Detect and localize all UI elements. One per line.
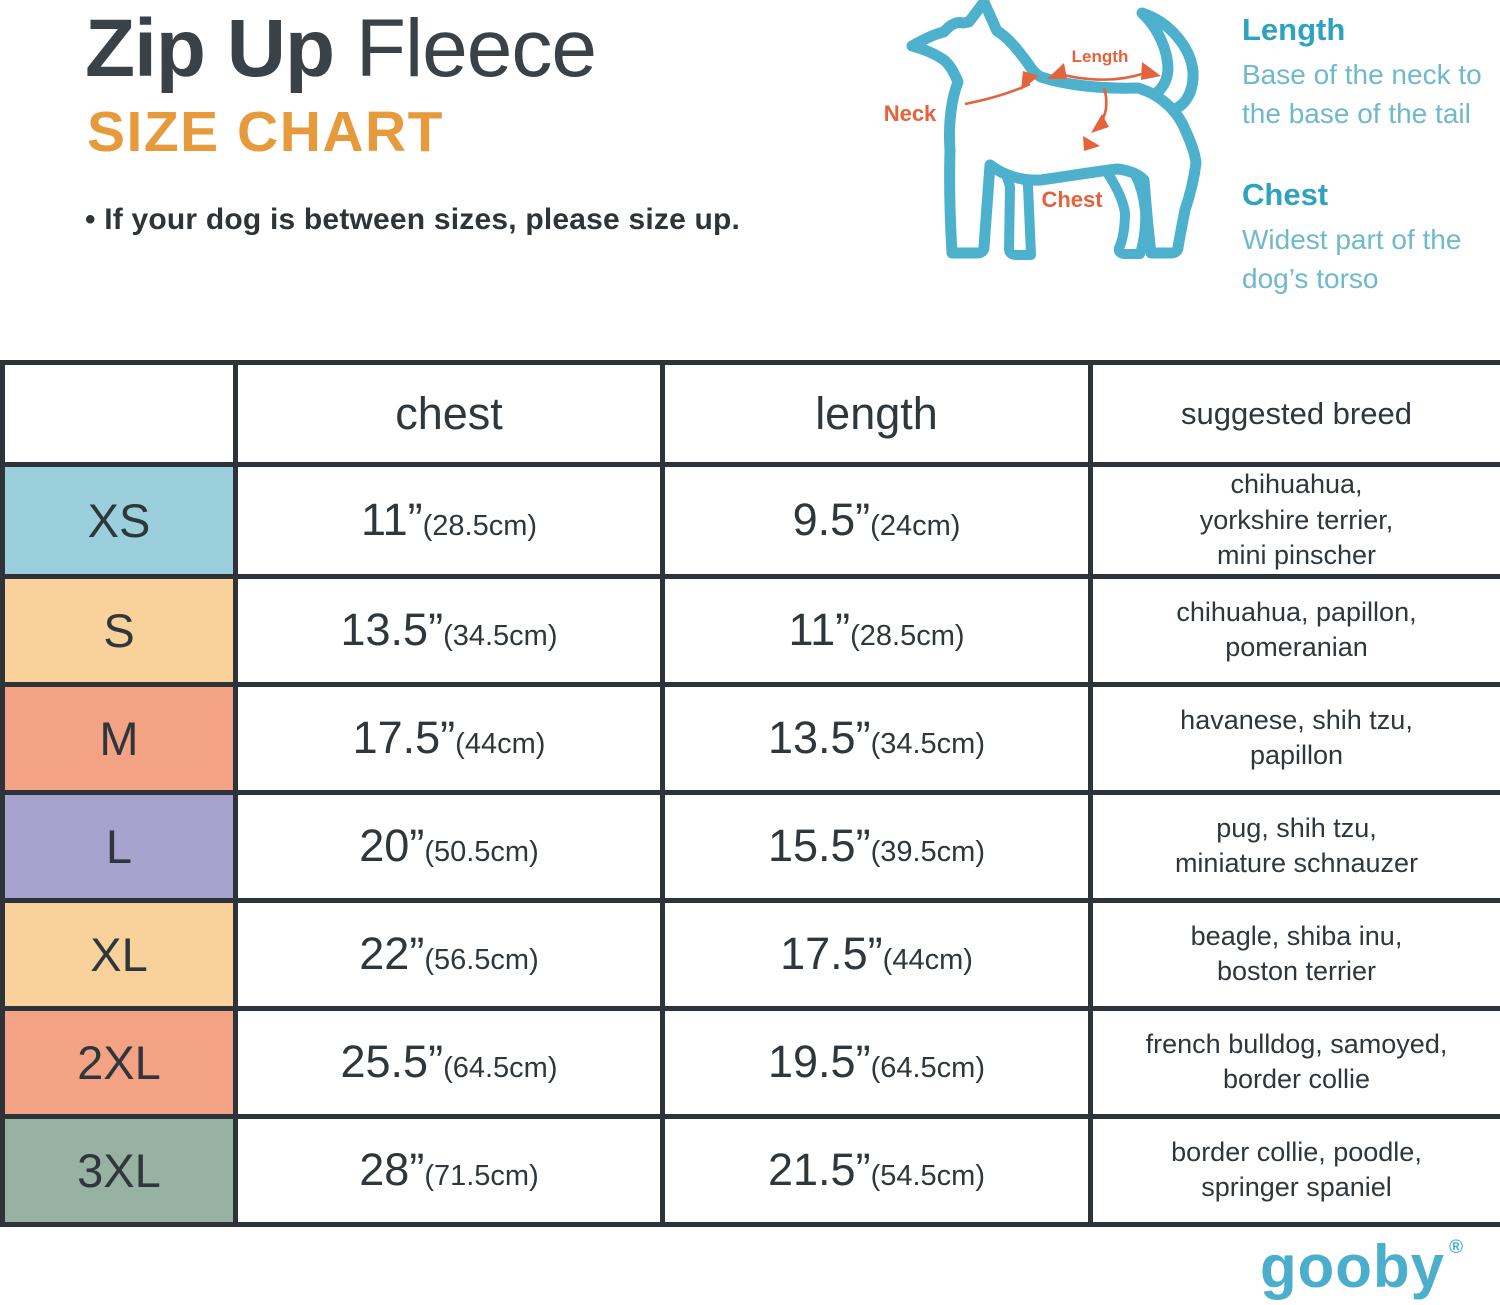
table-row — [3, 1008, 1500, 1116]
measurement-legend — [1242, 12, 1500, 343]
legend-length-title: Length — [1242, 12, 1346, 47]
chest-label: Chest — [1041, 187, 1103, 212]
sizing-note: • If your dog is between sizes, please size up. — [85, 203, 741, 237]
length-inches-value: 15.5” — [768, 820, 871, 872]
length-inches-value: 19.5” — [768, 1036, 871, 1088]
length-cm-value: (64.5cm) — [870, 1052, 985, 1085]
length-cell — [663, 1008, 1091, 1116]
breed-line: havanese, shih tzu, — [1180, 704, 1413, 735]
table-row — [3, 576, 1500, 684]
table-row — [3, 900, 1500, 1008]
brand-logo — [1260, 1232, 1463, 1301]
size-cell: 2XL — [3, 1008, 236, 1116]
size-cell: S — [3, 576, 236, 684]
breed-line: french bulldog, samoyed, — [1145, 1028, 1448, 1059]
breed-cell — [1091, 900, 1500, 1008]
chest-cm-value: (50.5cm) — [424, 836, 539, 869]
breed-line: border collie, poodle, — [1171, 1136, 1422, 1167]
breed-cell — [1091, 792, 1500, 900]
legend-length-description: Base of the neck to the base of the tail — [1242, 59, 1482, 129]
chest-cell — [236, 792, 663, 900]
header-chest: chest — [236, 363, 663, 465]
chest-inches-value: 13.5” — [340, 604, 444, 656]
size-cell: 3XL — [3, 1116, 236, 1224]
breed-cell — [1091, 465, 1500, 577]
breed-line: papillon — [1249, 740, 1344, 771]
product-name-bold: Zip Up — [85, 3, 335, 94]
breed-line: border collie — [1222, 1064, 1371, 1095]
breed-cell — [1091, 1008, 1500, 1116]
registered-trademark-icon: ® — [1448, 1237, 1463, 1258]
breed-line: chihuahua, papillon, — [1176, 596, 1417, 627]
chest-inches-value: 20” — [359, 820, 425, 872]
chest-cell — [236, 1116, 663, 1224]
breed-line: pomeranian — [1225, 632, 1368, 663]
length-label: Length — [1071, 47, 1129, 66]
size-cell: M — [3, 684, 236, 792]
length-cell — [663, 684, 1091, 792]
chest-cm-value: (34.5cm) — [443, 620, 558, 653]
table-row — [3, 1116, 1500, 1224]
size-cell: L — [3, 792, 236, 900]
length-cm-value: (28.5cm) — [850, 620, 965, 653]
chest-cell — [236, 1008, 663, 1116]
dog-measurement-diagram — [855, 0, 1235, 300]
chest-cm-value: (56.5cm) — [424, 944, 539, 977]
table-row — [3, 465, 1500, 577]
dog-body-outline — [912, 2, 1196, 253]
chest-inches-value: 17.5” — [352, 712, 456, 764]
length-arrowhead-right — [1141, 62, 1161, 80]
size-cell: XL — [3, 900, 236, 1008]
chest-cm-value: (44cm) — [455, 728, 546, 761]
size-table-head — [3, 363, 1500, 465]
chest-inches-value: 11” — [360, 494, 423, 546]
header-suggested-breed: suggested breed — [1091, 363, 1500, 465]
header-length: length — [663, 363, 1091, 465]
length-inches-value: 21.5” — [768, 1144, 871, 1196]
length-cell — [663, 576, 1091, 684]
length-cell — [663, 465, 1091, 577]
breed-line: chihuahua, — [1230, 469, 1363, 499]
length-inches-value: 17.5” — [780, 928, 883, 980]
legend-item-chest — [1242, 177, 1500, 298]
brand-logo-text: gooby — [1260, 1233, 1445, 1300]
breed-line: boston terrier — [1216, 956, 1377, 987]
breed-cell — [1091, 576, 1500, 684]
legend-item-length — [1242, 12, 1500, 133]
size-table — [0, 360, 1500, 1227]
chest-cm-value: (28.5cm) — [422, 510, 538, 543]
breed-line: springer spaniel — [1201, 1172, 1392, 1203]
table-row — [3, 792, 1500, 900]
breed-cell — [1091, 1116, 1500, 1224]
length-arrowhead-left — [1047, 63, 1067, 79]
table-header-row — [3, 363, 1500, 465]
length-cm-value: (44cm) — [882, 944, 973, 977]
length-inches-value: 13.5” — [768, 712, 871, 764]
chest-cell — [236, 465, 663, 577]
chest-cell — [236, 576, 663, 684]
length-cm-value: (34.5cm) — [870, 728, 985, 761]
chest-cm-value: (64.5cm) — [443, 1052, 558, 1085]
chest-inches-value: 28” — [359, 1144, 425, 1196]
breed-line: yorkshire terrier, — [1199, 504, 1394, 535]
legend-chest-title: Chest — [1242, 177, 1329, 213]
length-inches-value: 11” — [788, 604, 851, 656]
page-title — [85, 3, 740, 94]
length-cell — [663, 1116, 1091, 1224]
chest-cell — [236, 684, 663, 792]
length-cell — [663, 900, 1091, 1008]
size-table-body — [3, 465, 1500, 1225]
length-cm-value: (24cm) — [870, 510, 961, 543]
table-row — [3, 684, 1500, 792]
dog-outline-illustration — [855, 0, 1235, 300]
chest-inches-value: 25.5” — [340, 1036, 444, 1088]
page-subtitle: SIZE CHART — [87, 100, 444, 165]
chest-cm-value: (71.5cm) — [424, 1160, 539, 1193]
product-name-light: Fleece — [355, 3, 596, 94]
breed-line: miniature schnauzer — [1174, 848, 1419, 879]
chest-inches-value: 22” — [359, 928, 425, 980]
title-block — [85, 3, 741, 237]
breed-line: pug, shih tzu, — [1216, 812, 1377, 843]
size-cell: XS — [3, 465, 236, 577]
length-cm-value: (54.5cm) — [870, 1160, 985, 1193]
breed-cell — [1091, 684, 1500, 792]
breed-line: mini pinscher — [1216, 540, 1377, 571]
breed-line: beagle, shiba inu, — [1190, 920, 1403, 951]
chest-cell — [236, 900, 663, 1008]
legend-chest-description: Widest part of the dog’s torso — [1242, 224, 1462, 294]
length-cell — [663, 792, 1091, 900]
length-cm-value: (39.5cm) — [870, 836, 985, 869]
length-inches-value: 9.5” — [792, 494, 871, 546]
header-size-blank — [3, 363, 236, 465]
neck-label: Neck — [883, 101, 937, 126]
